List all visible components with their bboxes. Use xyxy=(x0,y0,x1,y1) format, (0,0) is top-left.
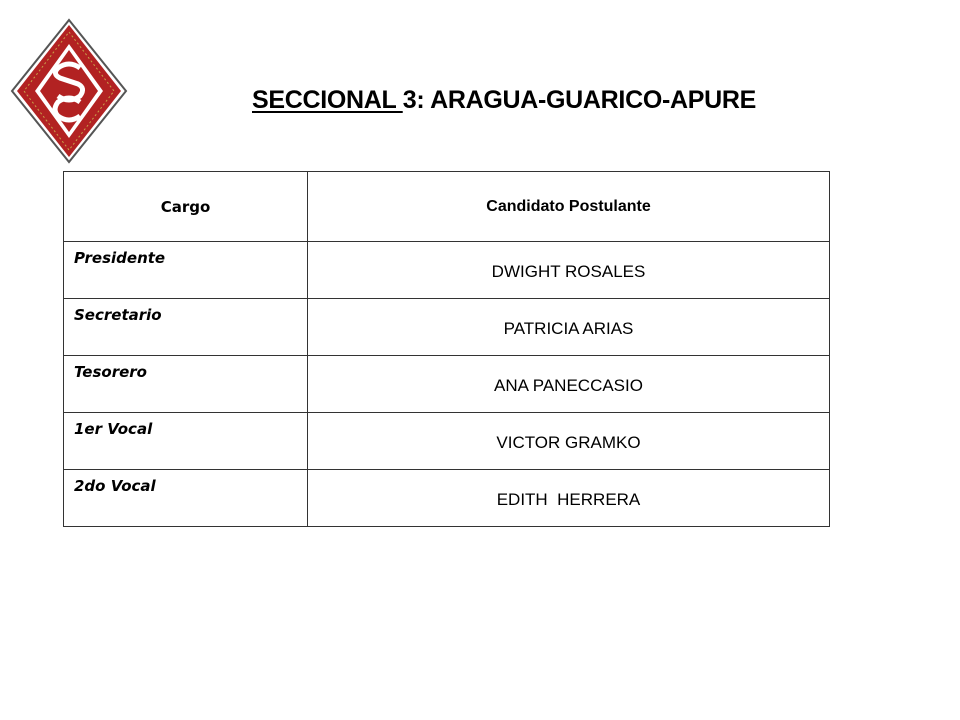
candidate-cell: EDITH HERRERA xyxy=(308,470,830,527)
table-row xyxy=(64,356,830,413)
candidate-cell: VICTOR GRAMKO xyxy=(308,413,830,470)
page-title xyxy=(252,86,756,115)
cargo-cell: 1er Vocal xyxy=(64,413,308,470)
candidates-table xyxy=(63,171,830,527)
table-row xyxy=(64,242,830,299)
table-row xyxy=(64,413,830,470)
society-logo xyxy=(10,18,128,164)
cargo-cell: Presidente xyxy=(64,242,308,299)
candidate-cell: ANA PANECCASIO xyxy=(308,356,830,413)
title-underlined-part: SECCIONAL xyxy=(252,86,403,114)
cargo-cell: 2do Vocal xyxy=(64,470,308,527)
header-cargo: Cargo xyxy=(64,172,308,242)
candidate-cell: PATRICIA ARIAS xyxy=(308,299,830,356)
society-seal-icon xyxy=(10,18,128,164)
cargo-cell: Tesorero xyxy=(64,356,308,413)
table-row xyxy=(64,470,830,527)
title-rest: 3: ARAGUA-GUARICO-APURE xyxy=(402,86,757,114)
candidate-cell: DWIGHT ROSALES xyxy=(308,242,830,299)
table-header-row xyxy=(64,172,830,242)
table-row xyxy=(64,299,830,356)
header-candidato: Candidato Postulante xyxy=(308,172,830,242)
cargo-cell: Secretario xyxy=(64,299,308,356)
